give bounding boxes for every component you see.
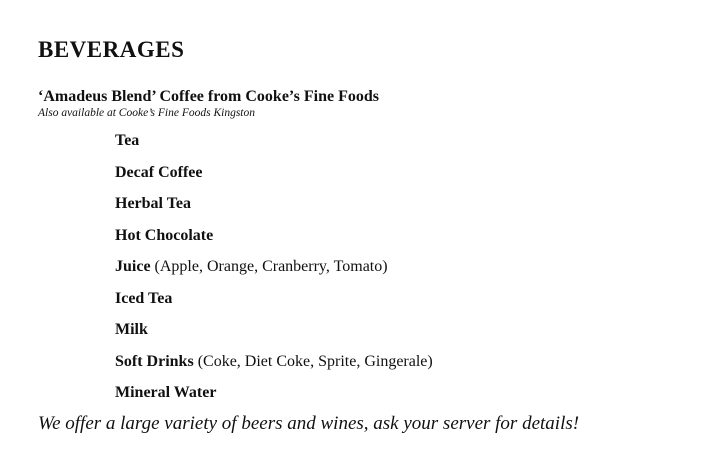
beverage-detail: (Coke, Diet Coke, Sprite, Gingerale) <box>193 352 433 370</box>
beverage-name: Soft Drinks <box>115 352 194 370</box>
beverage-name: Hot Chocolate <box>115 226 214 244</box>
beverage-name: Decaf Coffee <box>115 163 203 181</box>
beverage-item <box>115 130 433 162</box>
beverage-name: Milk <box>115 321 148 338</box>
section-title: BEVERAGES <box>38 37 185 62</box>
beverage-list <box>115 130 433 414</box>
beverage-item <box>115 319 433 351</box>
beverage-item <box>115 256 433 288</box>
beverage-name: Iced Tea <box>115 289 173 307</box>
coffee-availability-note: Also available at Cooke’s Fine Foods Kingston <box>38 107 255 119</box>
beverage-name: Mineral Water <box>115 384 217 401</box>
beverage-item <box>115 351 433 383</box>
beverage-item <box>115 225 433 257</box>
beverage-item <box>115 193 433 225</box>
footer-note: We offer a large variety of beers and wines, ask your server for details! <box>38 413 580 434</box>
beverage-name: Herbal Tea <box>115 195 192 212</box>
beverage-detail: (Apple, Orange, Cranberry, Tomato) <box>150 258 388 275</box>
beverage-item <box>115 382 433 414</box>
beverage-item <box>115 162 433 194</box>
beverage-item <box>115 288 433 320</box>
beverage-name: Juice <box>115 258 151 275</box>
coffee-heading: ‘Amadeus Blend’ Coffee from Cooke’s Fine Foods <box>38 88 380 105</box>
beverage-name: Tea <box>115 132 140 149</box>
